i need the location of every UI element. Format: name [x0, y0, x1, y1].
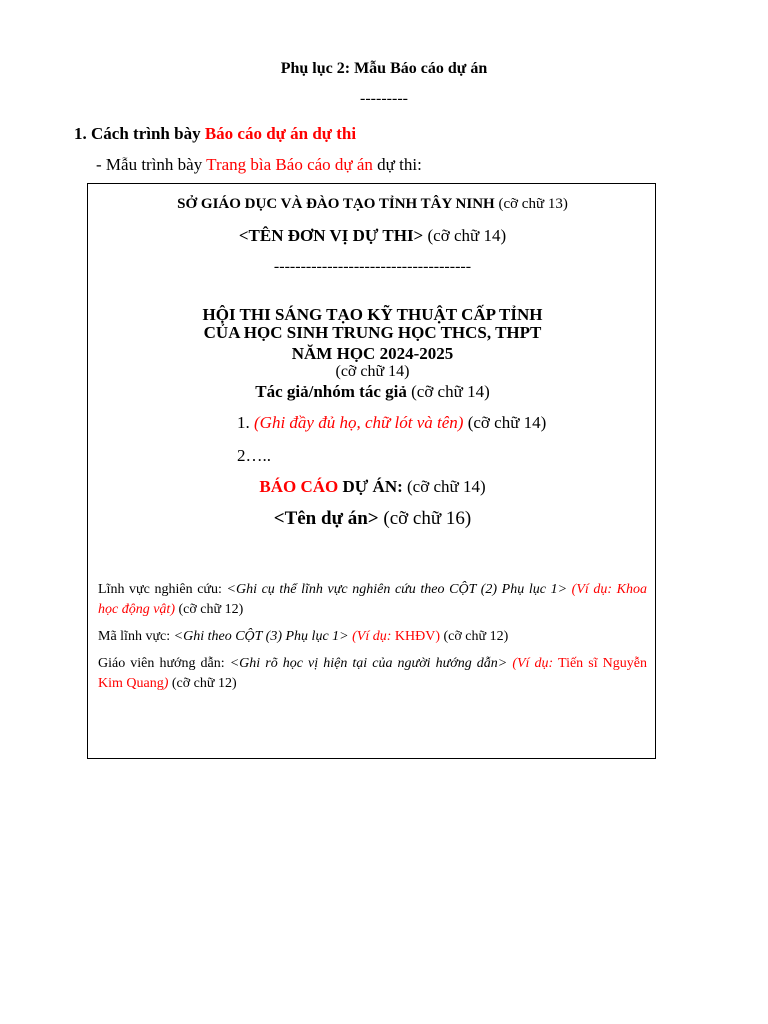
field-size-note: (cỡ chữ 12)	[174, 602, 244, 617]
unit-size-note: (cỡ chữ 14)	[423, 226, 507, 245]
section-heading	[74, 124, 356, 144]
section-heading-prefix: 1. Cách trình bày	[74, 124, 205, 143]
field-label: Lĩnh vực nghiên cứu:	[98, 582, 227, 597]
author-1-number: 1.	[237, 413, 254, 432]
authors-line	[88, 382, 657, 402]
report-size-note: (cỡ chữ 14)	[402, 477, 486, 496]
author-2-line: 2…..	[237, 446, 271, 465]
section-heading-highlight: Báo cáo dự án dự thi	[204, 124, 357, 143]
author-1-size-note: (cỡ chữ 14)	[463, 413, 547, 432]
report-line	[88, 477, 657, 497]
project-name-line	[88, 508, 657, 530]
contest-title-line-2: CỦA HỌC SINH TRUNG HỌC THCS, THPT	[203, 323, 542, 342]
project-name: <Tên dự án>	[273, 508, 379, 529]
code-size-note: (cỡ chữ 12)	[439, 629, 509, 644]
teacher-label: Giáo viên hướng dẫn:	[98, 656, 230, 671]
subline-highlight: Trang bìa Báo cáo dự án	[206, 155, 373, 174]
report-label-red: BÁO CÁO	[259, 477, 339, 496]
research-field-line	[98, 580, 647, 620]
unit-line	[88, 226, 657, 246]
subline-suffix: dự thi:	[372, 155, 422, 174]
supervisor-line	[98, 654, 647, 694]
field-code-line	[98, 627, 647, 647]
cover-page-frame	[87, 183, 656, 759]
project-size-note: (cỡ chữ 16)	[378, 508, 472, 529]
teacher-hint: <Ghi rõ học vị hiện tại của người hướng dẫn>	[229, 656, 508, 671]
authors-label: Tác giả/nhóm tác giả	[255, 382, 407, 401]
department-line	[88, 196, 657, 213]
teacher-size-note: (cỡ chữ 12)	[168, 676, 237, 691]
section-subline	[96, 155, 422, 175]
contest-size-note: (cỡ chữ 14)	[335, 363, 410, 380]
code-hint: <Ghi theo CỘT (3) Phụ lục 1>	[173, 629, 349, 644]
title-separator: ---------	[360, 90, 408, 107]
code-label: Mã lĩnh vực:	[98, 629, 174, 644]
department-size-note: (cỡ chữ 13)	[494, 196, 568, 212]
code-example-label: (Ví dụ:	[348, 629, 392, 644]
field-example-text: (Ví dụ: Khoa học động vật)	[98, 582, 647, 617]
cover-separator: -------------------------------------	[273, 258, 472, 275]
teacher-example-value: Tiến sĩ Nguyễn Kim Quang	[98, 656, 647, 691]
contest-title-line-3: NĂM HỌC 2024-2025	[291, 344, 454, 363]
teacher-example-label: (Ví dụ:	[507, 656, 554, 671]
teacher-example-close: )	[163, 676, 169, 691]
author-1-hint: (Ghi đầy đủ họ, chữ lót và tên)	[254, 413, 464, 432]
field-hint: <Ghi cụ thể lĩnh vực nghiên cứu theo CỘT (2) Phụ lục 1>	[226, 582, 568, 597]
subline-prefix: - Mẫu trình bày	[96, 155, 207, 174]
page-title: Phụ lục 2: Mẫu Báo cáo dự án	[280, 60, 488, 77]
department-name: SỞ GIÁO DỤC VÀ ĐÀO TẠO TỈNH TÂY NINH	[177, 196, 495, 212]
unit-name: <TÊN ĐƠN VỊ DỰ THI>	[238, 226, 424, 245]
code-example-value: KHĐV)	[391, 629, 440, 644]
authors-size-note: (cỡ chữ 14)	[406, 382, 490, 401]
report-label-black: DỰ ÁN:	[338, 477, 403, 496]
author-1-line	[237, 413, 546, 433]
contest-title-line-1: HỘI THI SÁNG TẠO KỸ THUẬT CẤP TỈNH	[202, 305, 543, 324]
